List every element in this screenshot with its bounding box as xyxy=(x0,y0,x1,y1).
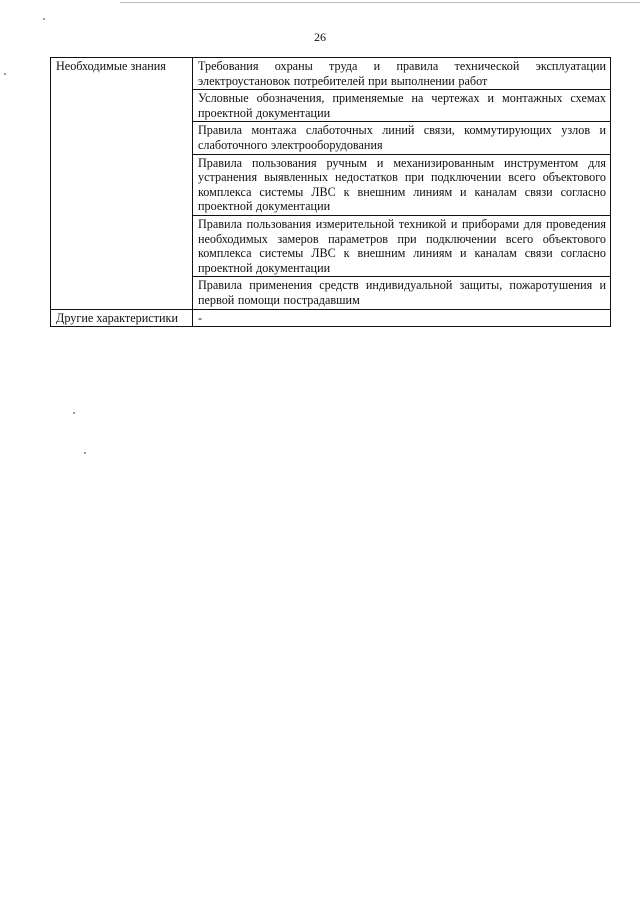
scan-speck xyxy=(43,18,45,20)
other-characteristics-value: - xyxy=(193,309,611,327)
scan-speck xyxy=(73,412,75,414)
table-row xyxy=(51,309,611,327)
knowledge-label: Необходимые знания xyxy=(51,58,193,310)
knowledge-item: Правила пользования ручным и механизированным инструментом для устранения выявленных недостатков при подключении всего объектового комплекса системы ЛВС к внешним линиям и каналам связи согласно проектной документации xyxy=(193,154,611,215)
page-number: 26 xyxy=(314,30,326,44)
knowledge-item: Правила пользования измерительной техникой и приборами для проведения необходимых замеров параметров при подключении всего объектового комплекса системы ЛВС к внешним линиям и каналам связи согласно проектной документации xyxy=(193,215,611,276)
scan-top-edge-line xyxy=(120,2,640,3)
table-row xyxy=(51,58,611,90)
knowledge-item: Правила монтажа слаботочных линий связи, коммутирующих узлов и слаботочного электрооборудования xyxy=(193,122,611,154)
qualification-table xyxy=(50,57,611,327)
knowledge-item: Условные обозначения, применяемые на чертежах и монтажных схемах проектной документации xyxy=(193,90,611,122)
scan-speck xyxy=(84,452,86,454)
other-characteristics-label: Другие характеристики xyxy=(51,309,193,327)
knowledge-item: Требования охраны труда и правила технической эксплуатации электроустановок потребителей при выполнении работ xyxy=(193,58,611,90)
scan-speck xyxy=(4,73,6,75)
knowledge-item: Правила применения средств индивидуальной защиты, пожаротушения и первой помощи пострадавшим xyxy=(193,277,611,309)
